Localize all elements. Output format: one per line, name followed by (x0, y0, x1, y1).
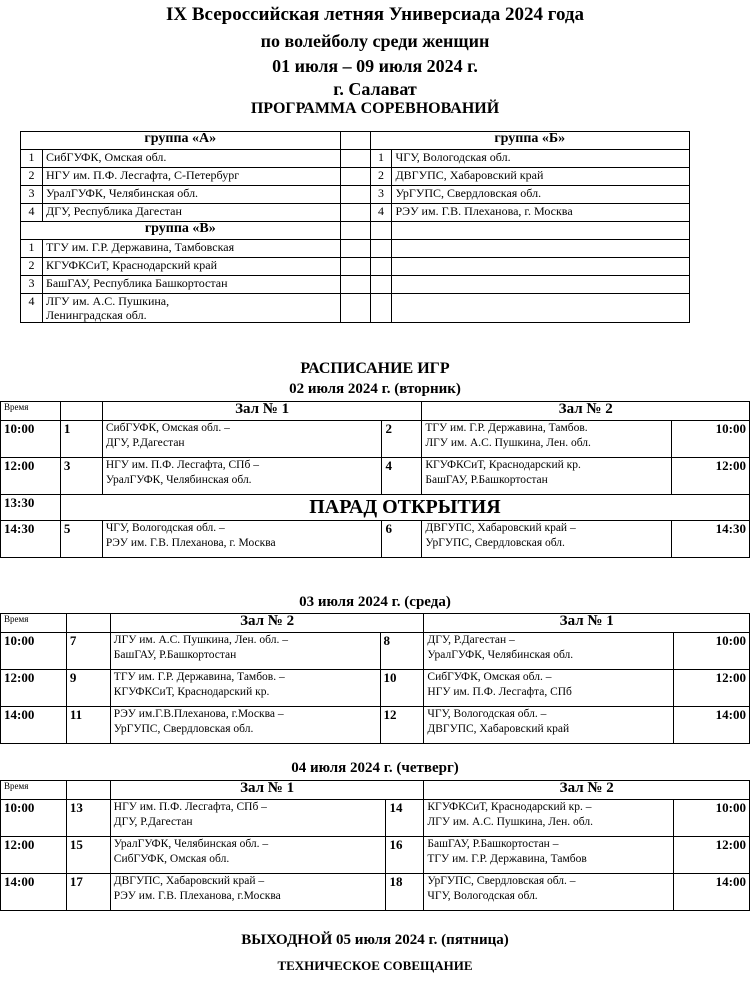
table-row: 12:00 15 УралГУФК, Челябинская обл. – СибГУФК, Омская обл. 16 БашГАУ, Р.Башкортостан – ТГУ им. Г.Р. Державина, Тамбов 12:00 (1, 837, 750, 874)
table-row: 13:30 ПАРАД ОТКРЫТИЯ (1, 495, 750, 521)
day3-title: 04 июля 2024 г. (четверг) (291, 760, 459, 776)
hall-header: Зал № 2 (422, 402, 750, 421)
hall-header: Зал № 1 (110, 781, 424, 800)
doc-title-line2: по волейболу среди женщин (260, 31, 490, 51)
time-header: Время (1, 614, 67, 633)
hall-header: Зал № 1 (424, 614, 750, 633)
table-row: 10:00 1 СибГУФК, Омская обл. – ДГУ, Р.Дагестан 2 ТГУ им. Г.Р. Державина, Тамбов. ЛГУ им. А.С. Пушкина, Лен. обл. 10:00 (1, 421, 750, 458)
table-row: 4 ЛГУ им. А.С. Пушкина, Ленинградская обл. (21, 294, 690, 323)
groups-table (20, 131, 690, 323)
program-title: ПРОГРАММА СОРЕВНОВАНИЙ (250, 100, 500, 117)
table-row: 14:00 17 ДВГУПС, Хабаровский край – РЭУ им. Г.В. Плеханова, г.Москва 18 УрГУПС, Свердловская обл. – ЧГУ, Вологодская обл. 14:00 (1, 874, 750, 911)
tech-meeting-line: ТЕХНИЧЕСКОЕ СОВЕЩАНИЕ (277, 958, 473, 973)
table-row: 3 УралГУФК, Челябинская обл. 3 УрГУПС, Свердловская обл. (21, 186, 690, 204)
table-row: 3 БашГАУ, Республика Башкортостан (21, 276, 690, 294)
hall-header: Зал № 2 (424, 781, 750, 800)
table-row: 2 НГУ им. П.Ф. Лесгафта, С-Петербург 2 ДВГУПС, Хабаровский край (21, 168, 690, 186)
table-row: 14:30 5 ЧГУ, Вологодская обл. – РЭУ им. Г.В. Плеханова, г. Москва 6 ДВГУПС, Хабаровский край – УрГУПС, Свердловская обл. 14:30 (1, 521, 750, 558)
dayoff-line: ВЫХОДНОЙ 05 июля 2024 г. (пятница) (241, 932, 509, 948)
schedule-title: РАСПИСАНИЕ ИГР (300, 360, 450, 377)
day1-title: 02 июля 2024 г. (вторник) (289, 381, 461, 397)
day2-title: 03 июля 2024 г. (среда) (299, 594, 451, 610)
group-v-title: группа «В» (21, 222, 341, 240)
hall-header: Зал № 2 (110, 614, 424, 633)
table-row: 10:00 13 НГУ им. П.Ф. Лесгафта, СПб – ДГУ, Р.Дагестан 14 КГУФКСиТ, Краснодарский кр. – ЛГУ им. А.С. Пушкина, Лен. обл. 10:00 (1, 800, 750, 837)
doc-title-city: г. Салават (333, 79, 417, 99)
table-row: 12:00 9 ТГУ им. Г.Р. Державина, Тамбов. – КГУФКСиТ, Краснодарский кр. 10 СибГУФК, Омская обл. – НГУ им. П.Ф. Лесгафта, СПб 12:00 (1, 670, 750, 707)
doc-title-line1: IX Всероссийская летняя Универсиада 2024 года (165, 4, 585, 25)
time-header: Время (1, 402, 61, 421)
table-row: 1 СибГУФК, Омская обл. 1 ЧГУ, Вологодская обл. (21, 150, 690, 168)
opening-parade: ПАРАД ОТКРЫТИЯ (60, 495, 749, 521)
table-row: 14:00 11 РЭУ им.Г.В.Плеханова, г.Москва – УрГУПС, Свердловская обл. 12 ЧГУ, Вологодская обл. – ДВГУПС, Хабаровский край 14:00 (1, 707, 750, 744)
day3-table (0, 780, 750, 911)
day2-table (0, 613, 750, 744)
hall-header: Зал № 1 (102, 402, 422, 421)
table-row: 2 КГУФКСиТ, Краснодарский край (21, 258, 690, 276)
doc-title-dates: 01 июля – 09 июля 2024 г. (272, 56, 478, 76)
table-row: 4 ДГУ, Республика Дагестан 4 РЭУ им. Г.В. Плеханова, г. Москва (21, 204, 690, 222)
group-b-title: группа «Б» (370, 132, 690, 150)
table-row: 10:00 7 ЛГУ им. А.С. Пушкина, Лен. обл. – БашГАУ, Р.Башкортостан 8 ДГУ, Р.Дагестан – УралГУФК, Челябинская обл. 10:00 (1, 633, 750, 670)
table-row: 12:00 3 НГУ им. П.Ф. Лесгафта, СПб – УралГУФК, Челябинская обл. 4 КГУФКСиТ, Краснодарский кр. БашГАУ, Р.Башкортостан 12:00 (1, 458, 750, 495)
table-row: 1 ТГУ им. Г.Р. Державина, Тамбовская (21, 240, 690, 258)
time-header: Время (1, 781, 67, 800)
group-a-title: группа «А» (21, 132, 341, 150)
day1-table (0, 401, 750, 558)
